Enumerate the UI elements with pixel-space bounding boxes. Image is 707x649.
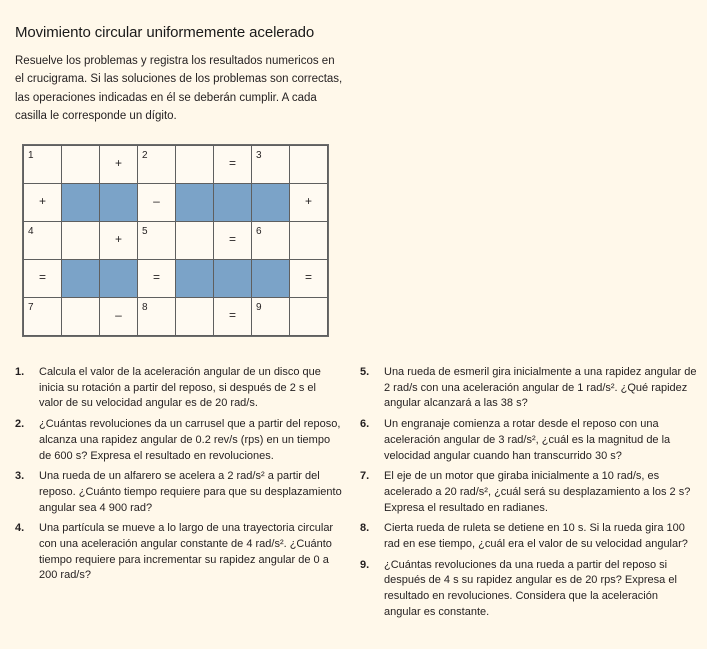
- problem-item: [360, 521, 697, 552]
- crossword-clue-number: 4: [28, 226, 34, 237]
- crossword-operator-cell: [100, 146, 138, 184]
- crossword-blocked-cell: [176, 184, 214, 222]
- crossword-operator-cell: [24, 260, 62, 298]
- crossword-clue-number: 1: [28, 150, 34, 161]
- crossword-clue-number: 7: [28, 302, 34, 313]
- crossword-operator-cell: [290, 260, 328, 298]
- crossword-operator-cell: [214, 222, 252, 260]
- crossword-answer-cell[interactable]: [138, 222, 176, 260]
- problem-number: 1.: [15, 366, 25, 378]
- crossword-blocked-cell: [100, 184, 138, 222]
- crossword-blocked-cell: [214, 184, 252, 222]
- crossword-blocked-cell: [176, 260, 214, 298]
- crossword-operator: =: [304, 270, 312, 284]
- crossword-operator-cell: [100, 222, 138, 260]
- crossword-blocked-cell: [252, 260, 290, 298]
- problem-text: ¿Cuántas revoluciones da un carrusel que a partir del reposo, alcanza una rapidez angular de 0.2 rev/s (rps) en un tiempo de 600 s? Expresa el resultado en revoluciones.: [39, 418, 341, 462]
- problem-text: Calcula el valor de la aceleración angular de un disco que inicia su rotación a partir del reposo, si después de 2 s el valor de su velocidad angular es de 20 rad/s.: [39, 366, 321, 410]
- problem-number: 9.: [360, 558, 370, 571]
- crossword-answer-cell[interactable]: [176, 298, 214, 336]
- crossword-operator: =: [228, 308, 236, 322]
- crossword-row: [24, 184, 328, 222]
- problem-item: [15, 417, 342, 464]
- problem-text: Una partícula se mueve a lo largo de una trayectoria circular con una aceleración angular constante de 4 rad/s². ¿Cuánto tiempo requiere para incrementar su rapidez angular de 0 a 200 rad/s?: [39, 522, 334, 582]
- crossword-grid: [22, 144, 329, 337]
- crossword-operator: +: [304, 194, 312, 208]
- crossword-operator: =: [228, 232, 236, 246]
- problem-item: [15, 469, 342, 516]
- crossword-answer-cell[interactable]: [138, 146, 176, 184]
- crossword-row: [24, 298, 328, 336]
- crossword-blocked-cell: [62, 184, 100, 222]
- crossword-clue-number: 8: [142, 302, 148, 313]
- crossword-blocked-cell: [100, 260, 138, 298]
- problem-item: [15, 365, 342, 412]
- problem-number: 2.: [15, 418, 25, 431]
- crossword-answer-cell[interactable]: [290, 222, 328, 260]
- crossword-answer-cell[interactable]: [62, 146, 100, 184]
- page-title: Movimiento circular uniformemente acelerado: [15, 24, 315, 41]
- crossword-answer-cell[interactable]: [62, 222, 100, 260]
- problem-number: 3.: [15, 470, 25, 483]
- crossword-operator: =: [152, 270, 160, 284]
- crossword-clue-number: 6: [256, 226, 262, 237]
- crossword-operator-cell: [138, 260, 176, 298]
- crossword-operator: +: [114, 232, 122, 246]
- problem-number: 8.: [360, 522, 370, 535]
- intro-text: Resuelve los problemas y registra los resultados numericos en el crucigrama. Si las soluciones de los problemas son correctas, las operaciones indicadas en él se deberán cumplir. A cada casilla le corresponde un dígito.: [15, 55, 343, 122]
- crossword-blocked-cell: [62, 260, 100, 298]
- crossword-answer-cell[interactable]: [176, 146, 214, 184]
- problems-right-column: [360, 365, 697, 626]
- crossword-operator: =: [38, 270, 46, 284]
- problem-number: 4.: [15, 522, 25, 535]
- crossword-answer-cell[interactable]: [252, 146, 290, 184]
- crossword-answer-cell[interactable]: [290, 298, 328, 336]
- crossword-row: [24, 260, 328, 298]
- problems-left-column: [15, 365, 342, 589]
- crossword-blocked-cell: [214, 260, 252, 298]
- problem-text: ¿Cuántas revoluciones da una rueda a partir del reposo si después de 4 s su rapidez angular es de 20 rps? Expresa el resultado en revoluciones. Considera que la aceleración angular es constante.: [384, 558, 677, 618]
- crossword-row: [24, 146, 328, 184]
- problem-text: Cierta rueda de ruleta se detiene en 10 s. Si la rueda gira 100 rad en ese tiempo, ¿cuál era el valor de su velocidad angular?: [384, 522, 688, 551]
- crossword-table: [23, 145, 328, 336]
- crossword-operator-cell: [100, 298, 138, 336]
- crossword-clue-number: 2: [142, 150, 148, 161]
- crossword-answer-cell[interactable]: [24, 222, 62, 260]
- problem-item: [15, 521, 342, 584]
- crossword-clue-number: 3: [256, 150, 262, 161]
- problem-text: Una rueda de un alfarero se acelera a 2 rad/s² a partir del reposo. ¿Cuánto tiempo requiere para que su desplazamiento angular sea 4 900 rad?: [39, 470, 342, 514]
- crossword-row: [24, 222, 328, 260]
- crossword-operator: +: [114, 156, 122, 170]
- crossword-answer-cell[interactable]: [62, 298, 100, 336]
- crossword-answer-cell[interactable]: [290, 146, 328, 184]
- problem-text: Una rueda de esmeril gira inicialmente a una rapidez angular de 2 rad/s con una aceleración angular de 1 rad/s². ¿Qué rapidez angular alcanzará a las 38 s?: [384, 366, 697, 410]
- crossword-operator-cell: [214, 298, 252, 336]
- problem-item: [360, 469, 697, 516]
- crossword-operator-cell: [290, 184, 328, 222]
- problem-number: 5.: [360, 366, 370, 378]
- problem-text: Un engranaje comienza a rotar desde el reposo con una aceleración angular de 3 rad/s², ¿cuál es la magnitud de la velocidad angular cuando han transcurrido 30 s?: [384, 418, 671, 462]
- crossword-clue-number: 5: [142, 226, 148, 237]
- crossword-operator: –: [153, 194, 160, 208]
- crossword-operator-cell: [214, 146, 252, 184]
- problem-item: [360, 417, 697, 464]
- crossword-operator-cell: [138, 184, 176, 222]
- crossword-answer-cell[interactable]: [176, 222, 214, 260]
- crossword-clue-number: 9: [256, 302, 262, 313]
- crossword-blocked-cell: [252, 184, 290, 222]
- crossword-answer-cell[interactable]: [24, 146, 62, 184]
- crossword-operator-cell: [24, 184, 62, 222]
- crossword-operator: +: [38, 194, 46, 208]
- problem-text: El eje de un motor que giraba inicialmente a 10 rad/s, es acelerado a 20 rad/s², ¿cuál será su desplazamiento a los 2 s? Expresa el resultado en radianes.: [384, 470, 691, 514]
- crossword-operator: =: [228, 156, 236, 170]
- crossword-answer-cell[interactable]: [24, 298, 62, 336]
- crossword-answer-cell[interactable]: [138, 298, 176, 336]
- problem-item: [360, 365, 697, 412]
- problem-item: [360, 558, 697, 621]
- problem-number: 6.: [360, 418, 370, 431]
- crossword-operator: –: [115, 308, 122, 322]
- crossword-answer-cell[interactable]: [252, 222, 290, 260]
- crossword-answer-cell[interactable]: [252, 298, 290, 336]
- problem-number: 7.: [360, 470, 370, 483]
